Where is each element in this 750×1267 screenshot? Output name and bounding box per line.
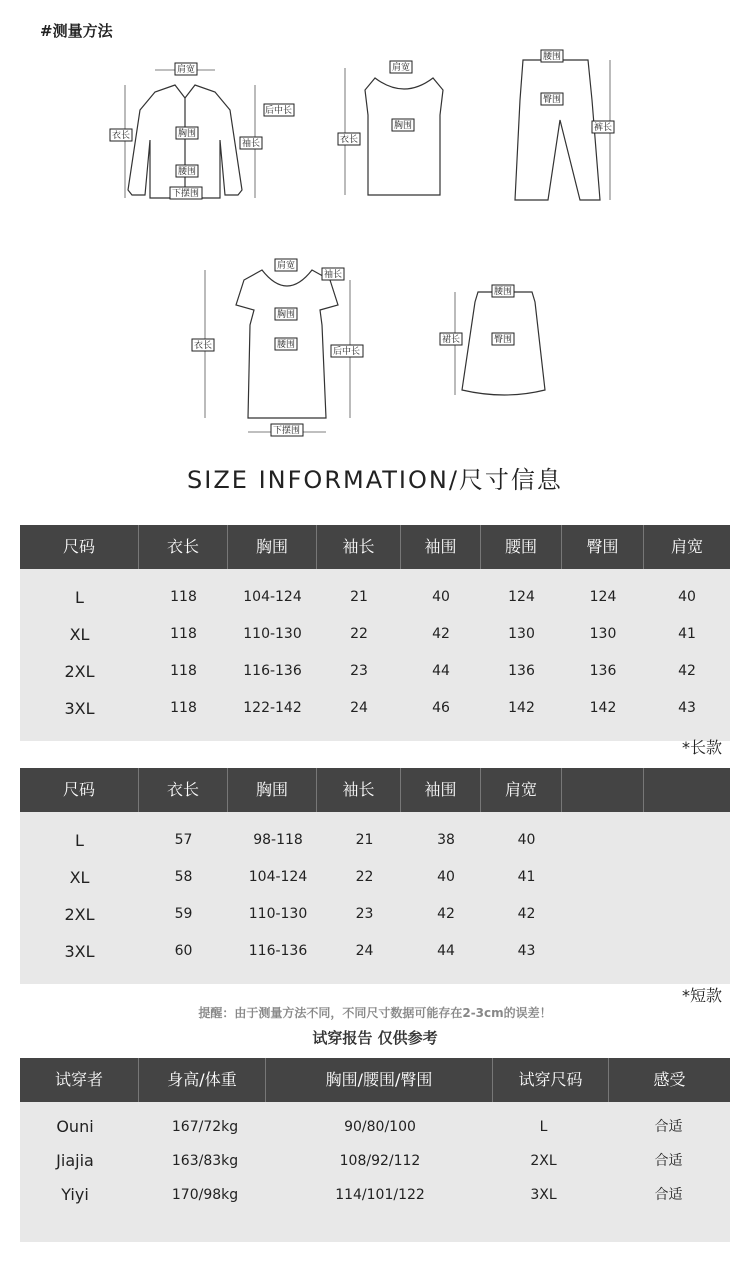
header-cell	[644, 768, 730, 812]
cell: 40	[678, 589, 696, 605]
header-cell: 感受	[653, 1070, 686, 1089]
table-body	[20, 569, 730, 741]
section-title: #测量方法	[40, 22, 113, 40]
dress-label-waist: 腰围	[277, 340, 296, 350]
header-cell: 袖围	[401, 768, 481, 812]
dress-label-back-length: 后中长	[333, 347, 361, 357]
table-row	[20, 933, 730, 970]
cell: 167/72kg	[171, 1119, 239, 1135]
header-cell: 胸围	[228, 525, 317, 569]
header-cell	[562, 768, 644, 812]
cell: L	[75, 588, 84, 607]
cell: 124	[589, 589, 617, 605]
cell: 40	[517, 832, 536, 848]
skirt-label-waist: 腰围	[494, 287, 513, 297]
cell: 21	[355, 832, 374, 848]
table-header	[20, 525, 730, 569]
shirt-label-back-length: 后中长	[265, 106, 293, 116]
dress-label-hem: 下摆围	[273, 426, 301, 436]
cell: 110-130	[248, 906, 308, 922]
cell: Jiajia	[56, 1151, 94, 1170]
header-cell: 试穿者	[20, 1058, 139, 1102]
table-row	[20, 1110, 730, 1144]
cell: 42	[678, 663, 696, 679]
cell: 118	[170, 663, 197, 679]
cell: 130	[508, 626, 535, 642]
dress-label-length: 衣长	[194, 341, 213, 351]
cell: 163/83kg	[171, 1153, 239, 1169]
pants-label-length: 裤长	[594, 123, 613, 133]
diagram-svg	[0, 40, 750, 450]
shirt-label-waist: 腰围	[178, 167, 197, 177]
header-cell: 胸围	[228, 768, 317, 812]
cell: 44	[432, 663, 450, 679]
cell: 23	[355, 906, 374, 922]
cell: 2XL	[530, 1153, 557, 1169]
cell: 130	[589, 626, 617, 642]
cell: 136	[589, 663, 617, 679]
cell: 58	[174, 869, 193, 885]
table-row	[20, 1178, 730, 1212]
cell: 116-136	[243, 663, 302, 679]
cell: 42	[517, 906, 536, 922]
cell: 116-136	[248, 943, 308, 959]
cell: 42	[432, 626, 450, 642]
cell: 59	[174, 906, 193, 922]
measurement-diagrams	[0, 40, 750, 450]
shirt-label-chest: 胸围	[178, 129, 197, 139]
trial-report-title: 试穿报告 仅供参考	[312, 1029, 438, 1047]
table-row	[20, 653, 730, 690]
header-cell: 袖长	[317, 768, 401, 812]
header-cell: 衣长	[139, 525, 228, 569]
table-header	[20, 1058, 730, 1102]
cell: 23	[350, 663, 368, 679]
cell: 110-130	[243, 626, 302, 642]
cell: 41	[678, 626, 696, 642]
cell: XL	[69, 868, 90, 887]
cell: 3XL	[530, 1187, 557, 1203]
header-cell: 臀围	[562, 525, 644, 569]
short-note: *短款	[681, 986, 722, 1005]
table-row	[20, 859, 730, 896]
cell: 104-124	[243, 589, 302, 605]
shirt-label-hem: 下摆围	[172, 189, 200, 199]
header-cell: 衣长	[139, 768, 228, 812]
cell: 38	[437, 832, 455, 848]
cell: 104-124	[248, 869, 308, 885]
trial-table	[20, 1058, 730, 1242]
table-header	[20, 768, 730, 812]
cell: XL	[69, 625, 90, 644]
cell: 170/98kg	[171, 1187, 239, 1203]
shirt-label-length: 衣长	[112, 131, 131, 141]
cell: 60	[174, 943, 193, 959]
dress-label-shoulder: 肩宽	[277, 261, 296, 271]
cell: 114/101/122	[335, 1187, 425, 1203]
header-cell: 胸围/腰围/臀围	[266, 1058, 493, 1102]
cell: 124	[508, 589, 535, 605]
table-row	[20, 822, 730, 859]
cell: 2XL	[64, 662, 95, 681]
table-row	[20, 896, 730, 933]
cell: L	[539, 1119, 548, 1135]
vest-label-length: 衣长	[340, 135, 359, 145]
header-cell: 肩宽	[481, 768, 562, 812]
header-cell: 尺码	[20, 768, 139, 812]
header-cell: 试穿尺码	[493, 1058, 609, 1102]
header-cell: 腰围	[481, 525, 562, 569]
shirt-label-shoulder: 肩宽	[177, 65, 196, 75]
table-body	[20, 812, 730, 984]
cell: 3XL	[64, 699, 95, 718]
cell: 142	[508, 700, 535, 716]
cell: 3XL	[64, 942, 95, 961]
cell: 118	[170, 589, 197, 605]
table-row	[20, 616, 730, 653]
cell: 122-142	[243, 700, 302, 716]
table-row	[20, 579, 730, 616]
header-cell: 袖长	[317, 525, 401, 569]
cell: Ouni	[56, 1117, 94, 1136]
cell: 142	[589, 700, 617, 716]
cell: 43	[517, 943, 536, 959]
cell: 43	[678, 700, 696, 716]
header-cell: 袖围	[401, 525, 481, 569]
cell: 40	[437, 869, 455, 885]
dress-label-sleeve: 袖长	[324, 270, 343, 280]
cell: 22	[355, 869, 374, 885]
dress-label-chest: 胸围	[277, 310, 296, 320]
table-body	[20, 1102, 730, 1242]
cell: 118	[170, 626, 197, 642]
cell: 2XL	[64, 905, 95, 924]
cell: 136	[508, 663, 535, 679]
skirt-label-hip: 臀围	[494, 335, 513, 345]
cell: 44	[437, 943, 455, 959]
cell: 40	[432, 589, 450, 605]
vest-label-shoulder: 肩宽	[392, 63, 411, 73]
measurement-reminder: 提醒：由于测量方法不同，不同尺寸数据可能存在2-3cm的误差！	[198, 1006, 552, 1020]
cell: 90/80/100	[344, 1119, 416, 1135]
size-table-long	[20, 525, 730, 741]
cell: 98-118	[253, 832, 303, 848]
cell: 合适	[654, 1187, 683, 1203]
cell: 42	[437, 906, 455, 922]
table-row	[20, 1144, 730, 1178]
long-note: *长款	[681, 738, 722, 757]
header-cell: 肩宽	[670, 537, 703, 556]
cell: Yiyi	[61, 1185, 89, 1204]
skirt-label-length: 裙长	[442, 335, 461, 345]
header-cell: 尺码	[20, 525, 139, 569]
cell: 57	[174, 832, 193, 848]
table-row	[20, 690, 730, 727]
cell: 22	[350, 626, 368, 642]
shirt-label-sleeve: 袖长	[242, 139, 261, 149]
cell: 41	[517, 869, 536, 885]
pants-label-hip: 臀围	[543, 95, 562, 105]
vest-label-chest: 胸围	[394, 121, 413, 131]
size-table-short	[20, 768, 730, 984]
cell: 24	[350, 700, 368, 716]
cell: 合适	[654, 1153, 683, 1169]
pants-label-waist: 腰围	[543, 52, 562, 62]
size-information-heading: SIZE INFORMATION/尺寸信息	[187, 466, 563, 494]
cell: 合适	[654, 1119, 683, 1135]
cell: 21	[350, 589, 368, 605]
cell: 24	[355, 943, 374, 959]
cell: L	[75, 831, 84, 850]
cell: 46	[432, 700, 450, 716]
cell: 108/92/112	[339, 1153, 421, 1169]
header-cell: 身高/体重	[139, 1058, 266, 1102]
cell: 118	[170, 700, 197, 716]
